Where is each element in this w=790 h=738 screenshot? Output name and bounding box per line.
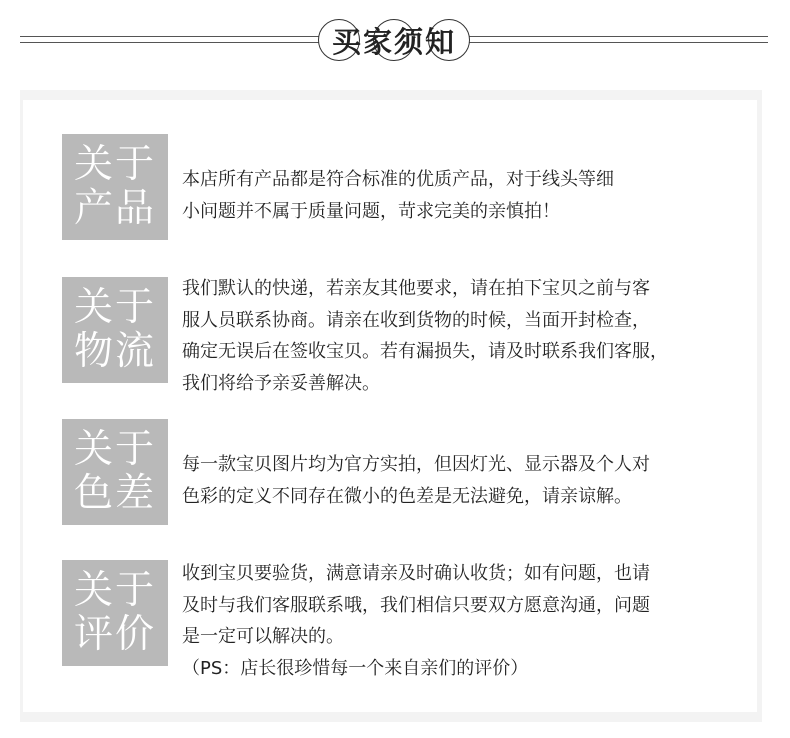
section-badge — [62, 419, 168, 525]
left-rule-bottom — [20, 42, 320, 43]
badge-line2: 产品 — [73, 186, 156, 231]
section-text — [182, 164, 614, 227]
section-text — [182, 273, 668, 399]
header — [0, 0, 790, 80]
page-title — [318, 16, 470, 64]
badge-line2: 评价 — [73, 612, 156, 657]
text-line: 确定无误后在签收宝贝。若有漏损失，请及时联系我们客服， — [182, 341, 668, 362]
text-line: 服人员联系协商。请亲在收到货物的时候，当面开封检查， — [182, 309, 650, 331]
left-rule-top — [20, 36, 320, 37]
page-title-text: 买家须知 — [331, 24, 456, 59]
badge-line2: 色差 — [73, 471, 156, 516]
right-rule-bottom — [468, 42, 768, 43]
text-line: （PS：店长很珍惜每一个来自亲们的评价） — [182, 657, 529, 679]
badge-line1: 关于 — [73, 427, 156, 472]
text-line: 是一定可以解决的。 — [182, 626, 344, 647]
text-line: 每一款宝贝图片均为官方实拍，但因灯光、显示器及个人对 — [182, 454, 650, 475]
section-badge — [62, 560, 168, 666]
text-line: 小问题并不属于质量问题，苛求完美的亲慎拍！ — [182, 200, 560, 222]
text-line: 及时与我们客服联系哦，我们相信只要双方愿意沟通，问题 — [182, 594, 650, 616]
text-line: 本店所有产品都是符合标准的优质产品，对于线头等细 — [182, 169, 614, 190]
badge-line1: 关于 — [73, 142, 156, 187]
badge-line1: 关于 — [73, 568, 156, 613]
section-text — [182, 558, 650, 684]
badge-line2: 物流 — [73, 329, 156, 374]
right-rule-top — [468, 36, 768, 37]
section-badge — [62, 134, 168, 240]
badge-line1: 关于 — [73, 285, 156, 330]
section-badge — [62, 277, 168, 383]
text-line: 我们将给予亲妥善解决。 — [182, 372, 380, 394]
text-line: 我们默认的快递，若亲友其他要求，请在拍下宝贝之前与客 — [182, 278, 650, 299]
text-line: 收到宝贝要验货，满意请亲及时确认收货；如有问题，也请 — [182, 563, 650, 584]
section-text — [182, 449, 650, 512]
text-line: 色彩的定义不同存在微小的色差是无法避免，请亲谅解。 — [182, 485, 632, 507]
